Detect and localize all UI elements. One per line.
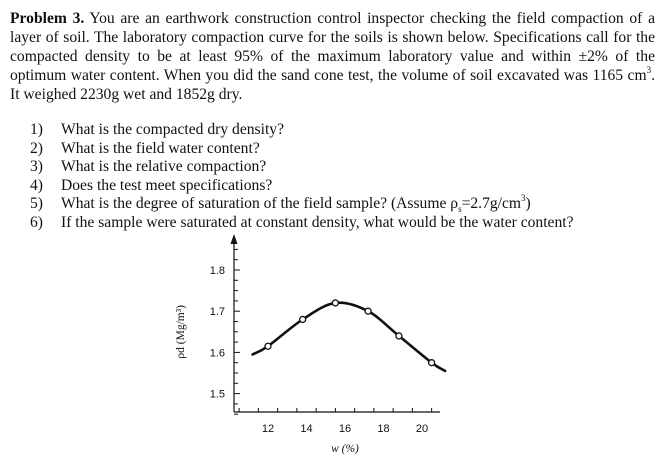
question-number: 4) [30,176,43,194]
x-tick-label: 12 [261,423,275,435]
question-text-part: ) [525,195,531,212]
y-axis-title: ρd (Mg/m³) [175,305,187,359]
problem-label: Problem 3. [10,10,85,27]
question-text-sub: s [458,204,462,215]
question-text-sup: 3 [521,192,526,203]
question-number: 1) [30,121,43,138]
question-text-part: =2.7g/cm [461,195,522,212]
problem-text-2: . It weighed 2230g wet and 1852g dry. [10,67,655,103]
data-point [265,343,271,349]
x-tick-label: 20 [415,423,429,435]
data-point [300,316,306,322]
question-text: What is the field water content? [61,139,260,157]
x-axis-title: w (%) [331,443,359,455]
y-tick-label: 1.6 [209,347,225,360]
question-number: 6) [30,213,43,231]
x-tick-label: 16 [338,423,352,435]
data-point [396,333,402,339]
question-text: If the sample were saturated at constant density, what would be the water content? [61,213,574,231]
y-axis-arrow [231,234,238,244]
problem-text-1: You are an earthwork construction control inspector checking the field compaction of a layer of soil. The laboratory compaction curve for the soils is shown below. Specifications call for the compacted density to be at least 95% of the maximum laboratory value and within ±2% of the optimum water content. When you did the sand cone test, the volume of soil excavated was 1165 cm [10,10,655,84]
question-text-part: What is the degree of saturation of the field sample? (Assume ρ [61,195,459,212]
x-tick-label: 14 [300,423,313,435]
question-number: 5) [30,195,43,212]
data-point [332,300,338,306]
y-tick-label: 1.5 [209,388,225,401]
y-tick-label: 1.8 [209,265,225,277]
data-point [429,360,435,366]
question-text: What is the relative compaction? [61,158,267,175]
data-point [365,308,371,314]
compaction-curve [253,303,446,371]
x-tick-label: 18 [377,423,390,435]
problem-text-sup: 3 [646,64,652,75]
y-tick-label: 1.7 [209,306,225,319]
question-number: 2) [30,139,43,157]
question-number: 3) [30,158,43,175]
question-text: Does the test meet specifications? [61,176,273,194]
question-text: What is the compacted dry density? [61,121,285,138]
